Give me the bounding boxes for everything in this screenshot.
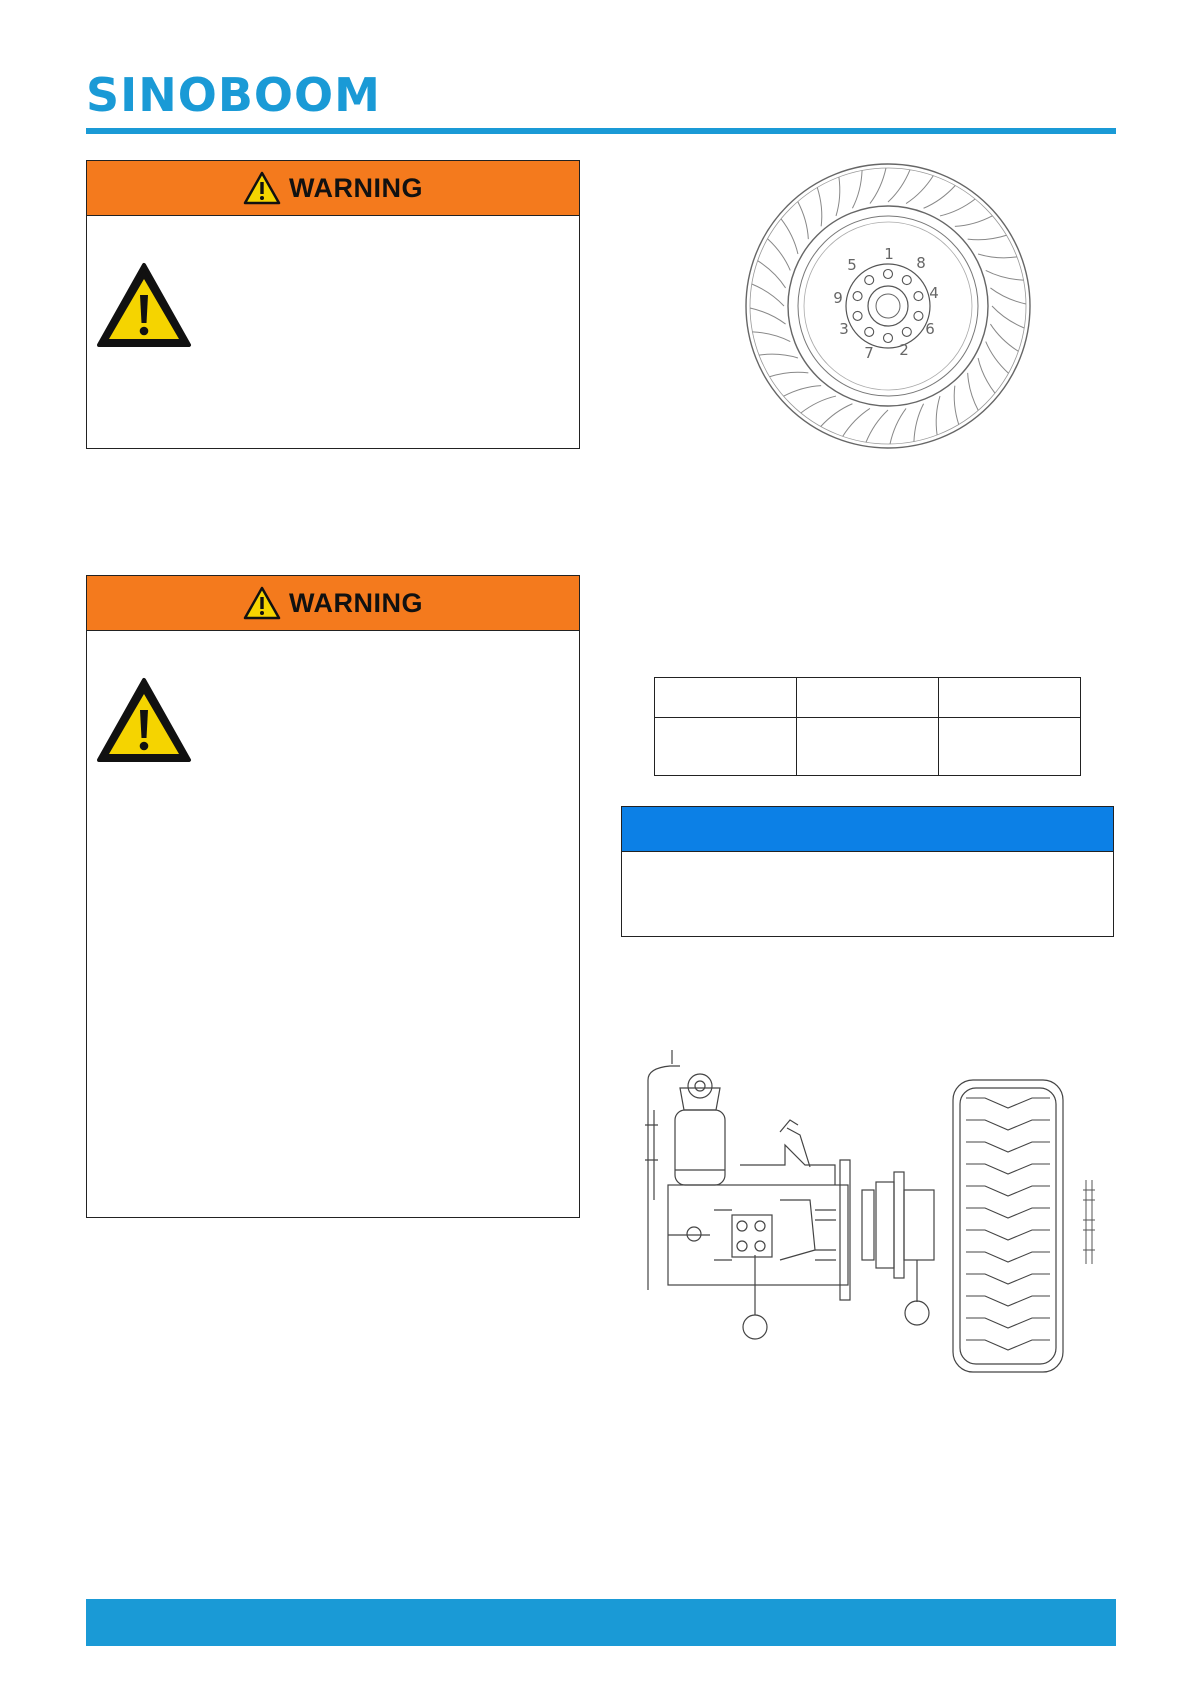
tire-chevron	[966, 1318, 1050, 1328]
tire-tread	[968, 235, 1007, 240]
table-cell	[797, 678, 939, 718]
lug-label: 5	[847, 256, 857, 274]
warning-triangle-icon	[96, 261, 192, 349]
tire-tread	[784, 386, 822, 397]
tire-chevron	[966, 1098, 1050, 1108]
tire-tread	[906, 176, 933, 204]
brand-logo: SINOBOOM	[86, 68, 381, 122]
tire-tread	[870, 168, 886, 204]
tire-chevron	[966, 1340, 1050, 1350]
tire-tread	[990, 324, 1018, 351]
warning-box-2	[86, 575, 580, 1218]
lug-label: 8	[916, 254, 926, 272]
tire-tread	[767, 239, 790, 271]
lug-nut	[865, 327, 874, 336]
tire-chevron	[966, 1252, 1050, 1262]
table-cell	[655, 678, 797, 718]
lug-label: 3	[839, 320, 849, 338]
tire-tread	[752, 284, 784, 306]
tire-tread	[955, 216, 993, 227]
tire-tread	[821, 404, 853, 427]
lug-label: 7	[864, 344, 874, 362]
lug-nut	[865, 276, 874, 285]
footer-bar	[86, 1599, 1116, 1646]
tire-tread	[924, 185, 956, 208]
tire-tread	[888, 170, 910, 202]
tire-chevron	[966, 1230, 1050, 1240]
tire-tread	[978, 358, 995, 393]
notice-box	[621, 806, 1114, 937]
lug-label: 6	[925, 320, 935, 338]
table-cell	[939, 678, 1081, 718]
warning-triangle-icon	[243, 586, 281, 620]
drive-assembly-figure	[640, 1050, 1100, 1375]
tire-tread	[914, 404, 924, 442]
tire-tread	[954, 386, 959, 425]
table-cell	[655, 718, 797, 776]
header-divider	[86, 128, 1116, 134]
tire-tread	[986, 342, 1009, 374]
notice-header	[622, 807, 1113, 852]
warning-box-1	[86, 160, 580, 449]
table-cell	[797, 718, 939, 776]
tire-tread	[770, 372, 809, 377]
tire-tread	[978, 254, 1017, 258]
lug-nut	[902, 327, 911, 336]
tire-tread	[836, 177, 840, 216]
tire-chevron	[966, 1164, 1050, 1174]
lug-nut	[853, 292, 862, 301]
tire-tread	[866, 410, 888, 442]
warning-triangle-icon	[243, 171, 281, 205]
tire-chevron	[966, 1142, 1050, 1152]
tire-chevron	[966, 1296, 1050, 1306]
tire-tread	[968, 373, 979, 411]
tire-chevron	[966, 1208, 1050, 1218]
warning-title: WARNING	[289, 587, 423, 618]
tire-tread	[801, 396, 836, 413]
tire-tread	[759, 354, 798, 358]
tire-tread	[752, 332, 790, 342]
tire-chevron	[966, 1186, 1050, 1196]
warning-triangle-icon	[96, 676, 192, 764]
tire-tread	[798, 202, 809, 240]
tire-tread	[817, 188, 822, 227]
lug-nut	[853, 311, 862, 320]
tire-tread	[758, 261, 786, 288]
tire-chevron	[966, 1274, 1050, 1284]
tire-chevron	[966, 1120, 1050, 1130]
wheel-lug-sequence-figure	[740, 158, 1036, 454]
spec-table	[654, 677, 1081, 776]
lug-nut	[914, 292, 923, 301]
warning-header	[87, 161, 579, 216]
tire-tread	[781, 219, 798, 254]
lug-label: 9	[833, 289, 843, 307]
tire-tread	[986, 270, 1024, 280]
lug-label: 1	[884, 245, 894, 263]
tire-tread	[940, 199, 975, 216]
lug-nut	[884, 334, 893, 343]
tire-tread	[852, 170, 862, 208]
lug-nut	[914, 311, 923, 320]
lug-nut	[884, 270, 893, 279]
lug-label: 4	[929, 284, 939, 302]
warning-title: WARNING	[289, 172, 423, 203]
table-cell	[939, 718, 1081, 776]
warning-header	[87, 576, 579, 631]
tire-tread	[992, 306, 1024, 328]
lug-nut	[902, 276, 911, 285]
tire-tread	[750, 308, 786, 324]
tire-tread	[936, 396, 940, 435]
lug-label: 2	[899, 341, 909, 359]
tire-tread	[890, 408, 906, 444]
tire-tread	[990, 288, 1026, 304]
tire-tread	[843, 408, 870, 436]
